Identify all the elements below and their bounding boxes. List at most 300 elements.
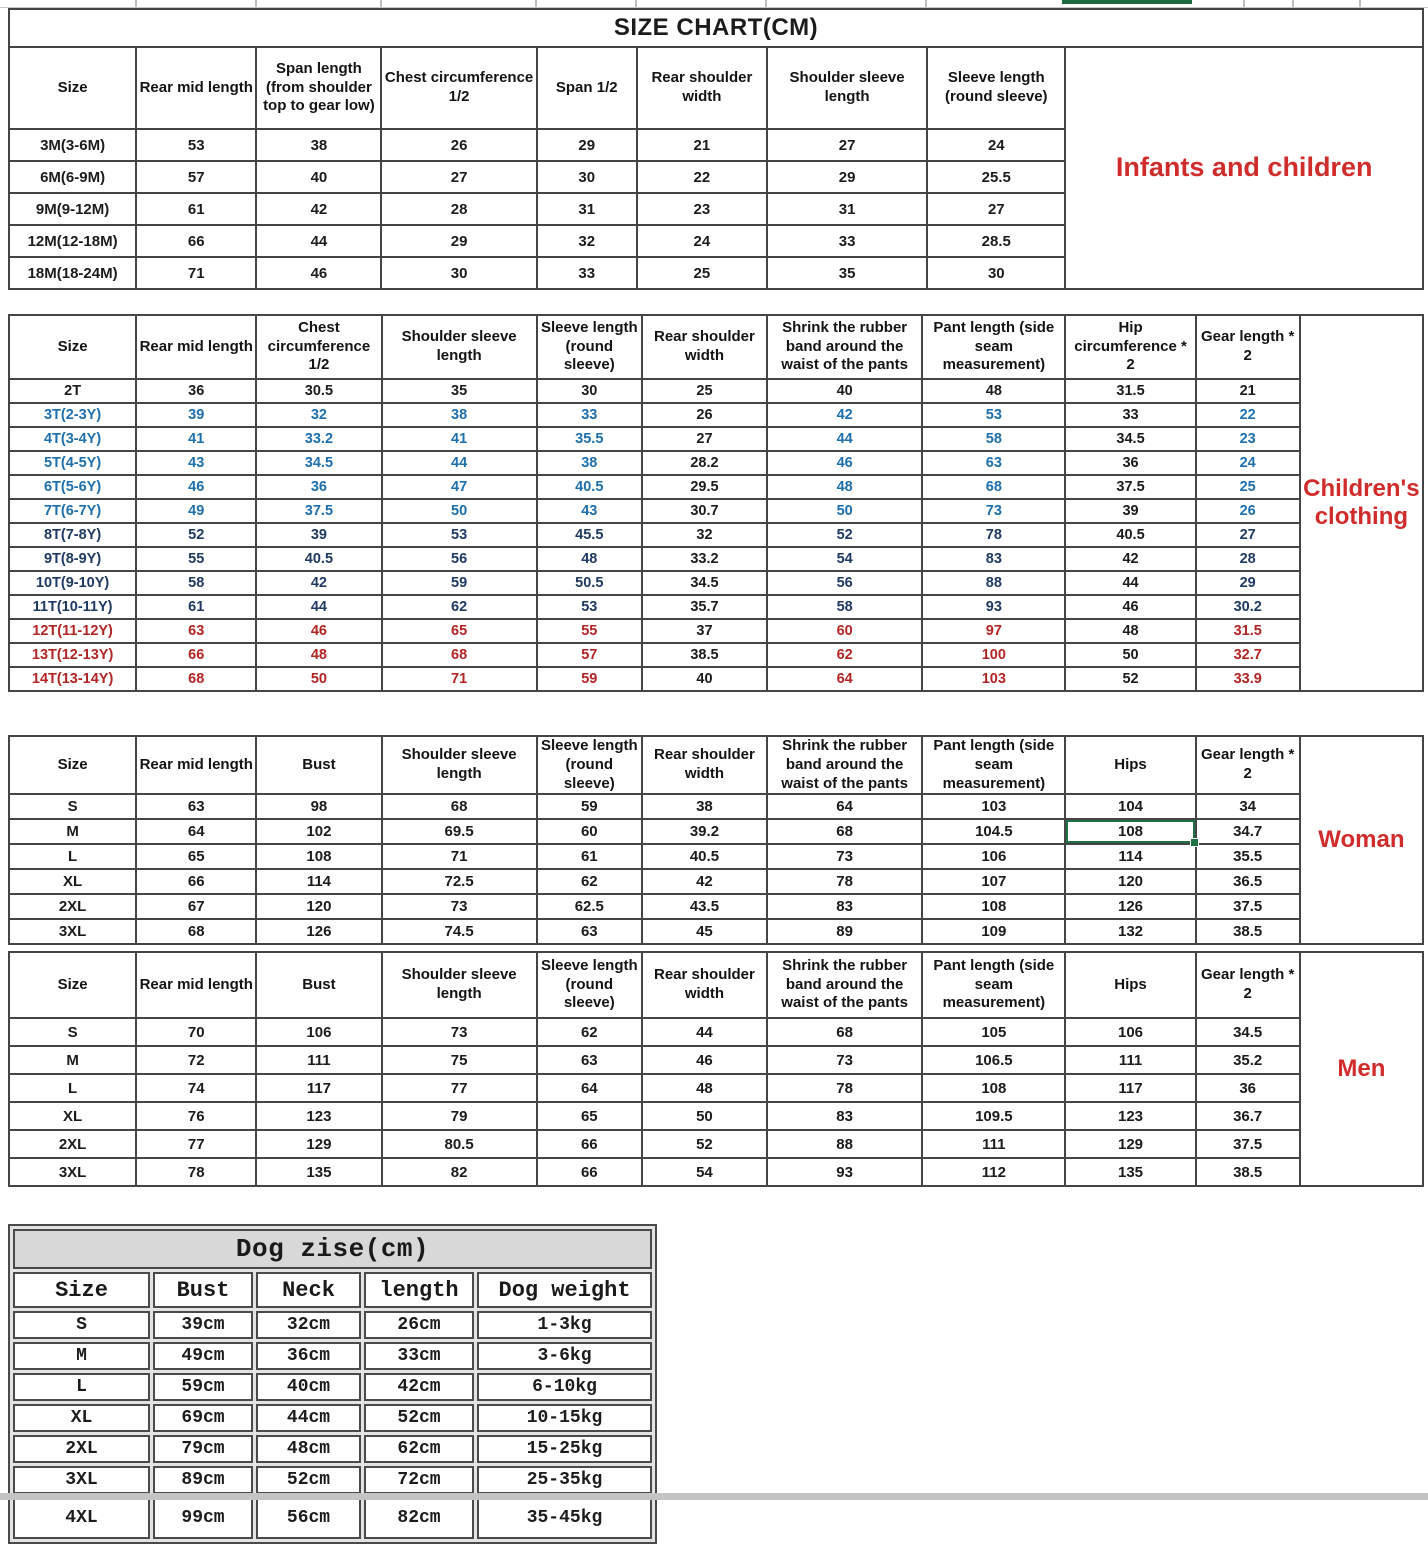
table-cell: 25 (637, 257, 767, 289)
table-cell: 48 (256, 643, 381, 667)
table-cell: 88 (922, 571, 1065, 595)
table-cell: 66 (136, 869, 256, 894)
table-cell: 100 (922, 643, 1065, 667)
table-cell: 56 (767, 571, 922, 595)
table-cell: 57 (537, 643, 642, 667)
table-cell: 30.2 (1196, 595, 1300, 619)
table-cell: 83 (767, 894, 922, 919)
column-header: Shoulder sleeve length (382, 736, 537, 794)
table-cell: 26 (642, 403, 767, 427)
table-cell: 77 (382, 1074, 537, 1102)
table-cell: 56 (382, 547, 537, 571)
gridline-tick (380, 0, 382, 7)
table-cell: 50 (1065, 643, 1195, 667)
table-cell: 68 (136, 667, 256, 691)
table-cell: 72.5 (382, 869, 537, 894)
table-cell: 42 (767, 403, 922, 427)
woman-table-grid (8, 735, 1424, 945)
table-cell: 31.5 (1196, 619, 1300, 643)
table-cell: 1-3kg (477, 1311, 652, 1339)
table-cell: 41 (382, 427, 537, 451)
table-cell: 99cm (153, 1497, 253, 1539)
table-cell: 28 (381, 193, 536, 225)
table-cell: 56cm (256, 1497, 361, 1539)
table-cell: 52 (767, 523, 922, 547)
table-cell: 53 (136, 129, 256, 161)
table-cell: 120 (256, 894, 381, 919)
table-cell: 40 (642, 667, 767, 691)
table-cell: 30 (537, 379, 642, 403)
table-cell: 65 (537, 1102, 642, 1130)
table-cell: 103 (922, 667, 1065, 691)
table-cell: 62cm (364, 1435, 474, 1463)
column-header: Gear length * 2 (1196, 736, 1300, 794)
row-size-label: 8T(7-8Y) (9, 523, 136, 547)
table-cell: 27 (1196, 523, 1300, 547)
table-cell: 82 (382, 1158, 537, 1186)
table-cell: 61 (136, 595, 256, 619)
table-row (13, 1435, 652, 1463)
table-row (9, 499, 1423, 523)
table-cell: 36 (136, 379, 256, 403)
column-header: Rear mid length (136, 736, 256, 794)
table-cell: 109 (922, 919, 1065, 944)
row-size-label: S (13, 1311, 150, 1339)
column-header: Rear shoulder width (642, 315, 767, 379)
table-cell: 30.7 (642, 499, 767, 523)
table-cell: 52 (136, 523, 256, 547)
table-cell: 37 (642, 619, 767, 643)
table-cell: 35-45kg (477, 1497, 652, 1539)
column-header: Gear length * 2 (1196, 315, 1300, 379)
men-table-grid (8, 951, 1424, 1187)
row-size-label: L (9, 844, 136, 869)
table-cell: 63 (537, 1046, 642, 1074)
table-cell: 57 (136, 161, 256, 193)
table-cell: 114 (1065, 844, 1195, 869)
table-cell: 108 (922, 894, 1065, 919)
column-header: length (364, 1272, 474, 1308)
table-cell: 49 (136, 499, 256, 523)
table-row (9, 819, 1423, 844)
table-cell: 112 (922, 1158, 1065, 1186)
table-cell: 67 (136, 894, 256, 919)
table-cell: 123 (256, 1102, 381, 1130)
table-row (13, 1311, 652, 1339)
table-cell: 48 (642, 1074, 767, 1102)
table-cell: 33.9 (1196, 667, 1300, 691)
table-cell: 74 (136, 1074, 256, 1102)
table-cell: 62.5 (537, 894, 642, 919)
table-row (13, 1466, 652, 1494)
table-cell: 36cm (256, 1342, 361, 1370)
column-header: Gear length * 2 (1196, 952, 1300, 1018)
table-cell: 88 (767, 1130, 922, 1158)
table-cell: 108 (922, 1074, 1065, 1102)
column-header: Rear mid length (136, 47, 256, 129)
table-cell: 25 (642, 379, 767, 403)
children-table-grid (8, 314, 1424, 692)
table-cell: 83 (767, 1102, 922, 1130)
table-cell: 129 (256, 1130, 381, 1158)
table-cell: 30 (381, 257, 536, 289)
table-cell: 68 (382, 643, 537, 667)
table-cell: 38.5 (642, 643, 767, 667)
table-cell: 33cm (364, 1342, 474, 1370)
spreadsheet-top-gridline-strip (0, 0, 1428, 8)
table-cell: 114 (256, 869, 381, 894)
column-header: Chest circumference 1/2 (381, 47, 536, 129)
column-header: Bust (256, 952, 381, 1018)
table-cell: 32cm (256, 1311, 361, 1339)
infants-table-grid (8, 8, 1424, 290)
table-cell: 104.5 (922, 819, 1065, 844)
table-cell: 80.5 (382, 1130, 537, 1158)
table-cell: 66 (537, 1158, 642, 1186)
table-cell: 71 (136, 257, 256, 289)
table-cell: 30 (927, 257, 1065, 289)
table-cell: 108 (1065, 819, 1195, 844)
column-header: Size (9, 952, 136, 1018)
table-cell: 66 (136, 225, 256, 257)
row-size-label: 4T(3-4Y) (9, 427, 136, 451)
table-cell: 39.2 (642, 819, 767, 844)
table-cell: 48 (1065, 619, 1195, 643)
row-size-label: M (9, 1046, 136, 1074)
table-cell: 89 (767, 919, 922, 944)
table-cell: 42 (256, 193, 381, 225)
table-cell: 45 (642, 919, 767, 944)
table-cell: 48 (922, 379, 1065, 403)
table-cell: 44 (642, 1018, 767, 1046)
table-cell: 78 (767, 869, 922, 894)
table-cell: 38 (642, 794, 767, 819)
table-cell: 42 (1065, 547, 1195, 571)
table-cell: 28 (1196, 547, 1300, 571)
table-cell: 31 (767, 193, 927, 225)
table-cell: 24 (1196, 451, 1300, 475)
gridline-tick (535, 0, 537, 7)
table-cell: 71 (382, 667, 537, 691)
table-cell: 68 (382, 794, 537, 819)
table-cell: 36 (1065, 451, 1195, 475)
table-cell: 50 (642, 1102, 767, 1130)
column-header: Size (13, 1272, 150, 1308)
table-cell: 61 (537, 844, 642, 869)
table-cell: 34.5 (642, 571, 767, 595)
column-header: Sleeve length (round sleeve) (537, 736, 642, 794)
table-cell: 76 (136, 1102, 256, 1130)
table-cell: 35.2 (1196, 1046, 1300, 1074)
column-header: Span length (from shoulder top to gear low) (256, 47, 381, 129)
table-cell: 89cm (153, 1466, 253, 1494)
table-row (9, 379, 1423, 403)
table-cell: 48 (537, 547, 642, 571)
column-header: Pant length (side seam measurement) (922, 952, 1065, 1018)
table-cell: 46 (256, 257, 381, 289)
table-cell: 26 (381, 129, 536, 161)
table-cell: 69cm (153, 1404, 253, 1432)
column-header: Chest circumference 1/2 (256, 315, 381, 379)
table-cell: 104 (1065, 794, 1195, 819)
row-size-label: 9M(9-12M) (9, 193, 136, 225)
table-cell: 34 (1196, 794, 1300, 819)
column-header: Dog weight (477, 1272, 652, 1308)
table-cell: 44 (256, 595, 381, 619)
row-size-label: XL (9, 869, 136, 894)
table-row (9, 571, 1423, 595)
table-cell: 34.7 (1196, 819, 1300, 844)
table-cell: 106.5 (922, 1046, 1065, 1074)
table-cell: 46 (136, 475, 256, 499)
table-cell: 38 (256, 129, 381, 161)
table-cell: 27 (927, 193, 1065, 225)
selected-column-marker (1062, 0, 1192, 4)
table-cell: 33 (537, 257, 637, 289)
table-row (9, 667, 1423, 691)
table-cell: 43 (537, 499, 642, 523)
table-cell: 48 (767, 475, 922, 499)
table-cell: 36 (1196, 1074, 1300, 1102)
row-size-label: 4XL (13, 1497, 150, 1539)
table-cell: 53 (922, 403, 1065, 427)
column-header: Shoulder sleeve length (767, 47, 927, 129)
table-cell: 38 (537, 451, 642, 475)
table-cell: 34.5 (1196, 1018, 1300, 1046)
table-cell: 29.5 (642, 475, 767, 499)
table-cell: 36.5 (1196, 869, 1300, 894)
table-cell: 64 (767, 667, 922, 691)
table-row (9, 427, 1423, 451)
table-cell: 105 (922, 1018, 1065, 1046)
column-header: Sleeve length (round sleeve) (927, 47, 1065, 129)
column-header: Neck (256, 1272, 361, 1308)
table-cell: 39 (136, 403, 256, 427)
row-size-label: 11T(10-11Y) (9, 595, 136, 619)
table-cell: 29 (1196, 571, 1300, 595)
table-cell: 27 (642, 427, 767, 451)
table-cell: 106 (1065, 1018, 1195, 1046)
row-size-label: 14T(13-14Y) (9, 667, 136, 691)
table-cell: 62 (382, 595, 537, 619)
table-cell: 54 (767, 547, 922, 571)
row-size-label: 3XL (13, 1466, 150, 1494)
table-cell: 63 (922, 451, 1065, 475)
table-cell: 93 (767, 1158, 922, 1186)
table-cell: 46 (642, 1046, 767, 1074)
table-cell: 35 (767, 257, 927, 289)
column-header: Bust (256, 736, 381, 794)
table-cell: 47 (382, 475, 537, 499)
table-cell: 52 (1065, 667, 1195, 691)
row-size-label: M (9, 819, 136, 844)
table-cell: 50 (767, 499, 922, 523)
table-cell: 135 (256, 1158, 381, 1186)
table-cell: 3-6kg (477, 1342, 652, 1370)
row-size-label: 6T(5-6Y) (9, 475, 136, 499)
table-cell: 32 (642, 523, 767, 547)
table-cell: 21 (1196, 379, 1300, 403)
table-cell: 40.5 (256, 547, 381, 571)
table-cell: 43 (136, 451, 256, 475)
table-cell: 135 (1065, 1158, 1195, 1186)
table-cell: 71 (382, 844, 537, 869)
table-row (9, 1018, 1423, 1046)
table-cell: 39 (256, 523, 381, 547)
category-label: Woman (1300, 736, 1423, 944)
table-cell: 82cm (364, 1497, 474, 1539)
table-cell: 107 (922, 869, 1065, 894)
infants-size-table (8, 8, 1424, 290)
table-cell: 73 (382, 1018, 537, 1046)
table-cell: 45.5 (537, 523, 642, 547)
table-cell: 25-35kg (477, 1466, 652, 1494)
table-cell: 24 (637, 225, 767, 257)
table-cell: 44 (1065, 571, 1195, 595)
table-cell: 31.5 (1065, 379, 1195, 403)
table-cell: 111 (256, 1046, 381, 1074)
table-cell: 64 (136, 819, 256, 844)
table-cell: 36.7 (1196, 1102, 1300, 1130)
column-header: Span 1/2 (537, 47, 637, 129)
table-cell: 42 (256, 571, 381, 595)
table-cell: 48cm (256, 1435, 361, 1463)
table-cell: 123 (1065, 1102, 1195, 1130)
table-cell: 68 (136, 919, 256, 944)
table-cell: 61 (136, 193, 256, 225)
table-cell: 37.5 (256, 499, 381, 523)
table-cell: 83 (922, 547, 1065, 571)
table-cell: 31 (537, 193, 637, 225)
table-cell: 34.5 (1065, 427, 1195, 451)
table-row (9, 1130, 1423, 1158)
table-cell: 102 (256, 819, 381, 844)
table-cell: 60 (767, 619, 922, 643)
row-size-label: 10T(9-10Y) (9, 571, 136, 595)
row-size-label: 6M(6-9M) (9, 161, 136, 193)
table-row (13, 1373, 652, 1401)
table-cell: 58 (922, 427, 1065, 451)
row-size-label: XL (13, 1404, 150, 1432)
table-cell: 38 (382, 403, 537, 427)
row-size-label: 5T(4-5Y) (9, 451, 136, 475)
table-cell: 117 (256, 1074, 381, 1102)
table-cell: 40.5 (537, 475, 642, 499)
column-header: Bust (153, 1272, 253, 1308)
row-size-label: 13T(12-13Y) (9, 643, 136, 667)
table-cell: 62 (537, 869, 642, 894)
table-cell: 44 (382, 451, 537, 475)
row-size-label: 12M(12-18M) (9, 225, 136, 257)
table-row (9, 1046, 1423, 1074)
table-cell: 28.2 (642, 451, 767, 475)
row-size-label: L (9, 1074, 136, 1102)
column-header: Hips (1065, 952, 1195, 1018)
table-cell: 73 (767, 844, 922, 869)
table-cell: 38.5 (1196, 1158, 1300, 1186)
table-cell: 43.5 (642, 894, 767, 919)
table-cell: 24 (927, 129, 1065, 161)
table-cell: 35.5 (537, 427, 642, 451)
row-size-label: 3XL (9, 919, 136, 944)
table-cell: 44 (767, 427, 922, 451)
row-size-label: L (13, 1373, 150, 1401)
column-header: Shoulder sleeve length (382, 952, 537, 1018)
row-size-label: 18M(18-24M) (9, 257, 136, 289)
table-cell: 59cm (153, 1373, 253, 1401)
table-cell: 59 (382, 571, 537, 595)
table-cell: 103 (922, 794, 1065, 819)
table-row (9, 794, 1423, 819)
table-cell: 32 (256, 403, 381, 427)
gridline-tick (1359, 0, 1361, 7)
table-cell: 27 (381, 161, 536, 193)
table-cell: 33 (1065, 403, 1195, 427)
table-cell: 15-25kg (477, 1435, 652, 1463)
table-cell: 37.5 (1196, 1130, 1300, 1158)
table-row (9, 1102, 1423, 1130)
table-cell: 50 (382, 499, 537, 523)
table-cell: 44 (256, 225, 381, 257)
selection-handle (1190, 838, 1199, 847)
table-cell: 129 (1065, 1130, 1195, 1158)
table-cell: 108 (256, 844, 381, 869)
table-row (13, 1497, 652, 1539)
children-size-table (8, 314, 1424, 692)
table-row (13, 1342, 652, 1370)
table-cell: 63 (136, 794, 256, 819)
table-cell: 73 (767, 1046, 922, 1074)
table-cell: 23 (637, 193, 767, 225)
table-cell: 32 (537, 225, 637, 257)
column-header: Shrink the rubber band around the waist of the pants (767, 952, 922, 1018)
table-cell: 106 (922, 844, 1065, 869)
table-cell: 55 (537, 619, 642, 643)
table-cell: 40 (767, 379, 922, 403)
table-cell: 132 (1065, 919, 1195, 944)
table-cell: 33.2 (256, 427, 381, 451)
gridline-tick (925, 0, 927, 7)
row-size-label: 12T(11-12Y) (9, 619, 136, 643)
table-row (9, 919, 1423, 944)
table-cell: 42 (642, 869, 767, 894)
table-cell: 52cm (256, 1466, 361, 1494)
table-cell: 33 (767, 225, 927, 257)
table-cell: 109.5 (922, 1102, 1065, 1130)
table-cell: 117 (1065, 1074, 1195, 1102)
table-cell: 49cm (153, 1342, 253, 1370)
table-cell: 35.5 (1196, 844, 1300, 869)
table-cell: 27 (767, 129, 927, 161)
table-row (9, 643, 1423, 667)
table-cell: 126 (256, 919, 381, 944)
table-cell: 50.5 (537, 571, 642, 595)
table-cell: 68 (767, 819, 922, 844)
table-cell: 58 (767, 595, 922, 619)
column-header: Rear shoulder width (642, 952, 767, 1018)
table-cell: 74.5 (382, 919, 537, 944)
row-size-label: 2XL (9, 894, 136, 919)
column-header: Hips (1065, 736, 1195, 794)
table-cell: 35.7 (642, 595, 767, 619)
gridline-tick (1243, 0, 1245, 7)
table-cell: 70 (136, 1018, 256, 1046)
table-cell: 53 (537, 595, 642, 619)
table-cell: 29 (537, 129, 637, 161)
row-size-label: S (9, 794, 136, 819)
table-cell: 23 (1196, 427, 1300, 451)
table-cell: 65 (136, 844, 256, 869)
